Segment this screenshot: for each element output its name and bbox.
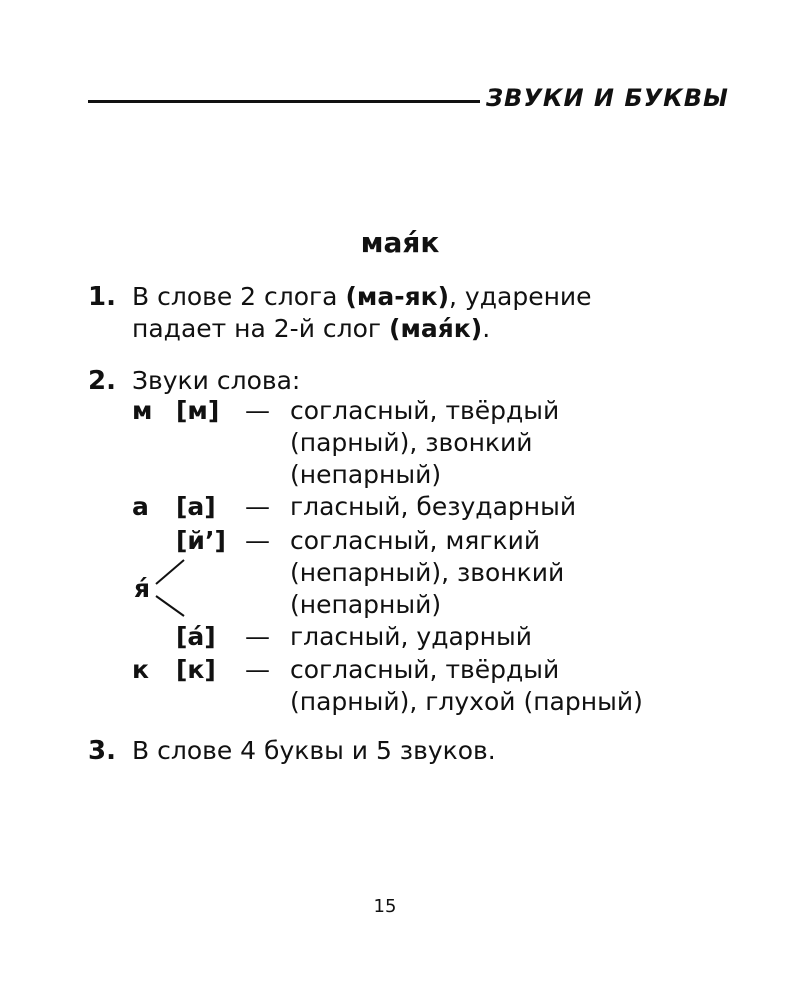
item-2-number: 2.	[88, 366, 116, 396]
row-desc-line: (непарный)	[290, 460, 442, 489]
item-1-syllables: (ма-як)	[345, 282, 450, 311]
row-letter-m: м	[132, 396, 153, 425]
item-3-number: 3.	[88, 736, 116, 766]
word-title: мая́к	[360, 226, 440, 259]
row-desc-line: согласный, твёрдый	[290, 655, 560, 684]
item-2-heading: Звуки слова:	[132, 366, 301, 395]
row-sound-m: [м]	[176, 396, 220, 425]
header-rule	[88, 100, 480, 103]
row-dash: —	[245, 396, 270, 425]
row-letter-ya: я́	[134, 574, 151, 603]
header-title: ЗВУКИ И БУКВЫ	[486, 84, 729, 112]
row-sound-a-stressed: [а́]	[176, 622, 216, 651]
row-letter-a: а	[132, 492, 149, 521]
branch-line-down	[156, 596, 184, 616]
branch-lines	[150, 556, 190, 618]
item-1-line-2	[132, 314, 490, 343]
item-1-number: 1.	[88, 282, 116, 312]
page-number: 15	[373, 896, 397, 917]
row-sound-a: [а]	[176, 492, 216, 521]
row-sound-k: [к]	[176, 655, 216, 684]
item-1-text-tail: , ударение	[449, 282, 592, 311]
row-desc-line: (непарный)	[290, 590, 442, 619]
item-1-line-1	[132, 282, 592, 311]
row-desc-line: (парный), звонкий	[290, 428, 533, 457]
row-dash: —	[245, 526, 270, 555]
row-desc-line: согласный, твёрдый	[290, 396, 560, 425]
row-desc-line: гласный, ударный	[290, 622, 533, 651]
row-dash: —	[245, 622, 270, 651]
row-desc-line: (парный), глухой (парный)	[290, 687, 643, 716]
item-1-text: В слове 2 слога	[132, 282, 338, 311]
branch-line-up	[156, 560, 184, 584]
row-desc-line: гласный, безударный	[290, 492, 577, 521]
item-1-period: .	[482, 314, 491, 343]
row-dash: —	[245, 655, 270, 684]
row-sound-j: [й’]	[176, 526, 226, 555]
item-1-stressed-word: (мая́к)	[389, 314, 483, 343]
row-desc-line: согласный, мягкий	[290, 526, 541, 555]
row-letter-k: к	[132, 655, 149, 684]
row-dash: —	[245, 492, 270, 521]
item-3-text: В слове 4 буквы и 5 звуков.	[132, 736, 496, 765]
item-1-text-2: падает на 2-й слог	[132, 314, 382, 343]
row-desc-line: (непарный), звонкий	[290, 558, 565, 587]
